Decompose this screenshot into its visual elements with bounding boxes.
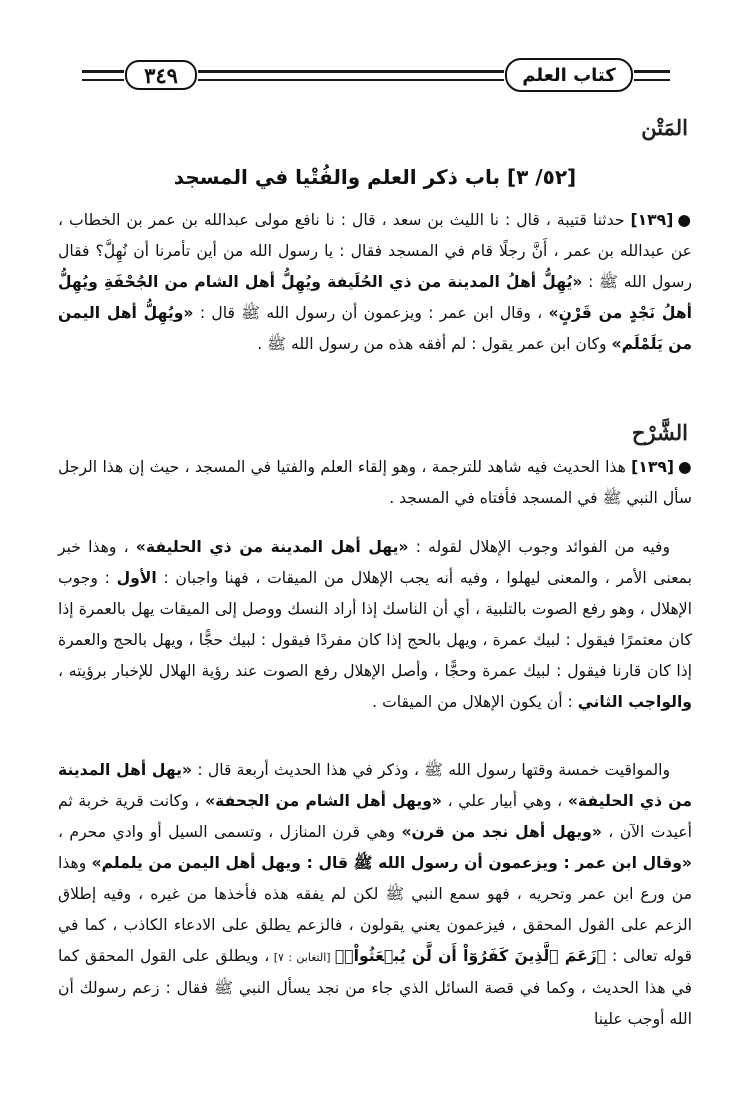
matn-mid: ، وقال ابن عمر : ويزعمون أن رسول الله ﷺ قال : xyxy=(193,304,549,322)
header-rule-right xyxy=(634,70,670,73)
header-rule-right-thin xyxy=(634,79,670,81)
header-rule-middle xyxy=(198,70,504,73)
sharh-paragraph-2 xyxy=(58,532,692,718)
sharh-paragraph-3 xyxy=(58,755,692,1035)
sharh-p3-quote-4: «وقال ابن عمر : ويزعمون أن رسول الله ﷺ قال : ويهل أهل اليمن من يلملم» xyxy=(91,854,692,872)
sharh-p2-d: : أن يكون الإهلال من الميقات . xyxy=(372,693,578,711)
sharh-paragraph-1 xyxy=(58,452,692,514)
chapter-heading: [٥٢/ ٣] باب ذكر العلم والفُتْيا في المسجد xyxy=(173,165,577,189)
matn-end: وكان ابن عمر يقول : لم أفقه هذه من رسول الله ﷺ . xyxy=(257,335,612,353)
sharh-p3-a: والمواقيت خمسة وقتها رسول الله ﷺ ، وذكر في هذا الحديث أربعة قال : xyxy=(192,761,670,779)
sharh-p2-b: ، وهذا خبر بمعنى الأمر ، والمعنى ليهلوا ، وفيه أنه يجب الإهلال من الميقات ، فهنا واجبان : xyxy=(58,538,692,587)
page-header xyxy=(0,0,750,110)
page-number: ٣٤٩ xyxy=(125,60,197,90)
sharh-label: الشَّرْح xyxy=(631,420,688,445)
header-rule-left xyxy=(82,70,124,73)
verse-reference: [التغابن : ٧] xyxy=(269,951,335,964)
sharh-p3-c: ، وكانت قرية خربة ثم أعيدت الآن ، xyxy=(58,792,692,841)
bullet-icon: ● xyxy=(677,211,692,229)
sharh-p2-second: والواجب الثاني xyxy=(577,693,692,711)
sharh-p3-f: ، ويطلق على القول المحقق كما في هذا الحديث ، وكما في قصة السائل الذي جاء من نجد يسأل النبي ﷺ فقال : زعم رسولك أن الله أوجب علينا xyxy=(58,947,692,1028)
header-rule-middle-thin xyxy=(198,79,504,81)
quran-verse: ﴿زَعَمَ ٱلَّذِينَ كَفَرُوٓاْ أَن لَّن يُبۡعَثُواْۚ﴾ xyxy=(334,947,607,965)
bullet-icon: ● xyxy=(678,458,692,476)
matn-label: المَتْن xyxy=(641,115,688,140)
sharh-hadith-number: [١٣٩] xyxy=(631,458,674,476)
sharh-p2-c: : وجوب الإهلال ، وهو رفع الصوت بالتلبية ، أي أن الناسك إذا أراد النسك ووصل إلى الميقات يهل بالعمرة إذا كان معتمرًا فيقول : لبيك عمرة ، ويهل بالحج إذا كان مفردًا فيقول : لبيك حجًّا ، ويهل بالحج والعمرة إذا كان قارنا فيقول : لبيك عمرة وحجًّا ، وأصل الإهلال رفع الصوت عند رؤية الهلال للإخبار برؤيته ، xyxy=(58,569,692,680)
sharh-p3-d: وهي قرن المنازل ، وتسمى السيل أو وادي محرم ، xyxy=(58,823,402,841)
sharh-p3-quote-3: «ويهل أهل نجد من قرن» xyxy=(401,823,602,841)
sharh-p1-text: هذا الحديث فيه شاهد للترجمة ، وهو إلقاء العلم والفتيا في المسجد ، حيث إن هذا الرجل سأل النبي ﷺ في المسجد فأفتاه في المسجد . xyxy=(58,458,692,507)
sharh-p2-a: وفيه من الفوائد وجوب الإهلال لقوله : xyxy=(408,538,671,556)
sharh-p2-first: الأول xyxy=(116,569,157,587)
hadith-number: [١٣٩] xyxy=(630,211,674,229)
book-title: كتاب العلم xyxy=(505,58,633,92)
matn-quote-1: «يُهِلُّ أهلُ المدينة من ذي الحُلَيفة ويُهِلُّ أهل الشام من الجُحْفَةِ ويُهِلُّ أهلُ نَجْدٍ من قَرْنٍ» xyxy=(58,273,693,322)
sharh-p3-quote-1: «يهل أهل المدينة من ذي الحليفة» xyxy=(58,761,692,810)
sharh-p2-quote: «يهل أهل المدينة من ذي الحليفة» xyxy=(135,538,409,556)
matn-isnad: حدثنا قتيبة ، قال : نا الليث بن سعد ، قال : نا نافع مولى عبدالله بن عمر بن الخطاب ، عن عبدالله بن عمر ، أَنَّ رجلًا قام في المسجد فقال : يا رسول الله من أين تأمرنا أن نُهِلَّ؟ فقال رسول الله ﷺ : xyxy=(58,211,692,291)
sharh-p3-b: ، وهي أبيار علي ، xyxy=(441,792,568,810)
matn-quote-2: «ويُهِلُّ أهل اليمن من يَلَمْلَم» xyxy=(58,304,692,353)
sharh-p3-quote-2: «ويهل أهل الشام من الجحفة» xyxy=(205,792,442,810)
header-rule-left-thin xyxy=(82,79,124,81)
matn-paragraph xyxy=(58,205,692,360)
sharh-p3-e: وهذا من ورع ابن عمر وتحريه ، فهو سمع النبي ﷺ لكن لم يفقه هذه فأخذها من غيره ، وفيه إطلاق الزعم على القول المحقق ، فيزعمون يعني يقولون ، فالزعم يطلق على الادعاء الكاذب ، كما في قوله تعالى : xyxy=(58,854,693,965)
